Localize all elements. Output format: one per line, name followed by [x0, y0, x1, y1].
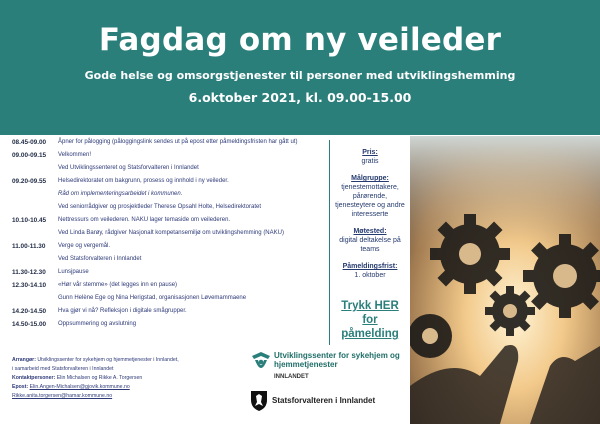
usht-name: Utviklingssenter for sykehjem og hjemmetjenester	[274, 351, 400, 369]
schedule-description: Hva gjør vi nå? Refleksjon i digitale smågrupper.	[58, 308, 187, 314]
audience-label: Målgruppe:	[351, 175, 389, 182]
schedule-description: «Hør vår stemme» (det legges inn en pause)	[58, 282, 178, 288]
schedule-time: 14.50-15.00	[12, 321, 47, 328]
schedule-row	[12, 305, 327, 318]
footer-contacts	[12, 356, 252, 401]
schedule-row	[12, 240, 327, 253]
schedule-row	[12, 162, 327, 175]
contacts-label: Kontaktpersoner:	[12, 375, 56, 381]
schedule-time: 09.20-09.55	[12, 178, 47, 185]
page-subtitle: Gode helse og omsorgstjenester til personer med utviklingshemming	[84, 69, 516, 82]
deadline-label: Påmeldingsfrist:	[342, 263, 398, 270]
audience-value: tjenestemottakere, pårørende, tjenesteytere og andre interesserte	[335, 184, 405, 218]
column-divider	[329, 140, 330, 345]
event-date: 6.oktober 2021, kl. 09.00-15.00	[188, 90, 412, 105]
program-schedule	[12, 136, 327, 331]
schedule-row	[12, 253, 327, 266]
statsforvalteren-logo	[250, 390, 410, 414]
schedule-row	[12, 266, 327, 279]
statsforvalteren-name: Statsforvalteren i Innlandet	[272, 396, 376, 405]
schedule-row	[12, 214, 327, 227]
schedule-row	[12, 149, 327, 162]
deadline-value: 1. oktober	[354, 272, 386, 279]
schedule-description: Ved Statsforvalteren i Innlandet	[58, 256, 142, 262]
schedule-description: Oppsummering og avslutning	[58, 321, 137, 327]
schedule-description: Helsedirektoratet om bakgrunn, prosess og innhold i ny veileder.	[58, 178, 229, 184]
schedule-row	[12, 318, 327, 331]
schedule-time: 12.30-14.10	[12, 282, 47, 289]
email-link-2[interactable]: Rikke.anita.torgersen@hamar.kommune.no	[12, 393, 113, 399]
header-banner	[0, 0, 600, 135]
schedule-row	[12, 201, 327, 214]
venue-value: digital deltakelse på teams	[339, 237, 401, 253]
schedule-description: Ved Linda Barøy, rådgiver Nasjonalt kompetansemiljø om utviklingshemming (NAKU)	[58, 230, 284, 236]
coat-of-arms-icon	[250, 390, 268, 412]
contacts: Elin Michalsen og Rikke A. Torgersen	[56, 375, 143, 381]
schedule-row	[12, 279, 327, 292]
schedule-description: Lunsjpause	[58, 269, 89, 275]
schedule-row	[12, 227, 327, 240]
organizer-partner: i samarbeid med Statsforvalteren i Innlandet	[12, 366, 114, 372]
schedule-time: 09.00-09.15	[12, 152, 47, 159]
usht-region: INNLANDET	[274, 374, 309, 380]
page-title: Fagdag om ny veileder	[98, 22, 502, 58]
organizer: Utviklingssenter for sykehjem og hjemmetjenester i Innlandet,	[37, 357, 179, 363]
email-label: Epost:	[12, 384, 29, 390]
price-value: gratis	[361, 158, 379, 165]
schedule-description: Verge og vergemål.	[58, 243, 111, 249]
schedule-time: 11.00-11.30	[12, 243, 46, 250]
email-link-1[interactable]: Elin.Angen-Michalsen@gjovik.kommune.no	[29, 384, 130, 390]
schedule-row	[12, 175, 327, 188]
usht-logo	[250, 350, 410, 386]
usht-emblem-icon	[250, 350, 272, 380]
schedule-description: Ved seniorrådgiver og prosjektleder Therese Opsahl Holte, Helsedirektoratet	[58, 204, 261, 210]
schedule-row	[12, 292, 327, 305]
venue-label: Møtested:	[353, 228, 387, 235]
schedule-description: Nettressurs om veilederen. NAKU lager temaside om veilederen.	[58, 217, 231, 223]
schedule-description: Gunn Helène Ege og Nina Herigstad, organisasjonen Løvemammaene	[58, 295, 247, 301]
event-info	[332, 148, 408, 280]
schedule-time: 11.30-12.30	[12, 269, 46, 276]
schedule-time: 08.45-09.00	[12, 139, 47, 146]
schedule-time: 10.10-10.45	[12, 217, 47, 224]
schedule-description: Velkommen!	[58, 152, 92, 158]
register-link[interactable]: Trykk HER for påmelding	[341, 300, 399, 340]
schedule-row	[12, 188, 327, 201]
gears-photo	[410, 136, 600, 424]
schedule-description: Råd om implementeringsarbeidet i kommunen.	[58, 191, 183, 197]
schedule-time: 14.20-14.50	[12, 308, 47, 315]
schedule-description: Åpner for pålogging (påloggingslink sendes ut på epost etter påmeldingsfristen har gått ut)	[58, 139, 298, 145]
schedule-description: Ved Utviklingssenteret og Statsforvalteren i Innlandet	[58, 165, 199, 171]
schedule-row	[12, 136, 327, 149]
price-label: Pris:	[362, 149, 378, 156]
organizer-label: Arrangør:	[12, 357, 36, 363]
